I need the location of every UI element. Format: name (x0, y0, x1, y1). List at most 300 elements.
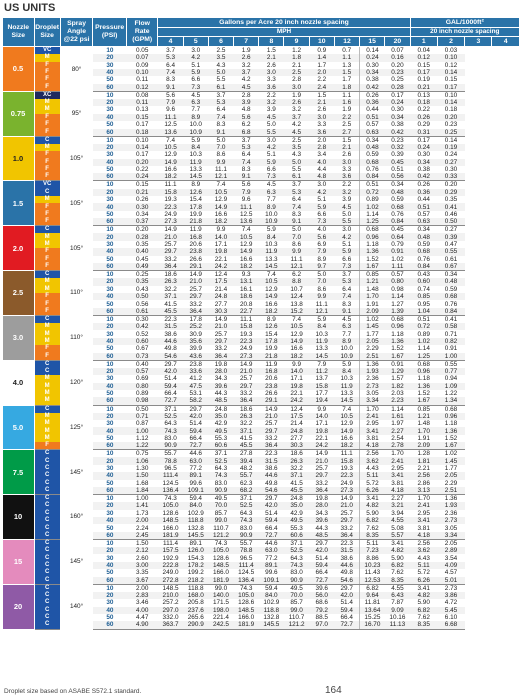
gpa-cell: 77.2 (259, 554, 284, 561)
gal1000-cell: 1.67 (360, 263, 385, 271)
gpa-cell: 5.5 (334, 218, 359, 226)
gal1000-cell: 1.91 (410, 435, 437, 442)
gpa-cell: 38.6 (158, 330, 183, 337)
gpa-cell: 2.6 (259, 62, 284, 69)
gal1000-cell: 11.43 (360, 569, 385, 576)
gpa-cell: 14.9 (183, 271, 208, 279)
gpa-cell: 21.0 (158, 233, 183, 240)
gal1000-cell: 7.62 (410, 614, 437, 621)
droplet-size-cell: M (34, 420, 60, 427)
gpa-cell: 7.4 (158, 69, 183, 76)
spray-angle-cell: 110° (60, 271, 93, 316)
droplet-size-cell: M (34, 435, 60, 442)
gpa-cell: 96.5 (234, 554, 259, 561)
gpa-cell: 181.9 (208, 577, 233, 585)
gal1000-cell: 0.44 (410, 196, 437, 203)
gal1000-cell: 0.68 (410, 248, 437, 255)
gpa-cell: 363.7 (158, 621, 183, 629)
table-row (3, 181, 520, 189)
gpa-cell: 3.0 (259, 69, 284, 76)
gal1000-cell: 0.20 (437, 181, 464, 189)
gpa-cell: 19.9 (183, 211, 208, 218)
gpa-cell: 19.4 (309, 397, 334, 405)
gpa-cell: 4.5 (334, 203, 359, 210)
spray-angle-cell: 145° (60, 539, 93, 584)
gpa-cell: 14.9 (259, 293, 284, 300)
gpa-cell: 181.9 (234, 621, 259, 629)
gal1000-cell: 2.56 (360, 450, 385, 458)
gal1000-cell: 0.26 (410, 114, 437, 121)
gpa-cell: 6.6 (309, 211, 334, 218)
gpa-cell: 7.4 (234, 226, 259, 234)
gal1000-cell: 0.68 (360, 226, 385, 234)
gpa-cell: 63.0 (183, 457, 208, 464)
gpa-cell: 17.8 (259, 338, 284, 345)
gpa-cell: 166.0 (158, 524, 183, 531)
gpa-cell: 74.3 (234, 517, 259, 524)
gal1000-cell: 0.30 (385, 106, 410, 113)
gal1000-cell: 1.77 (437, 465, 464, 472)
gpa-cell: 2.2 (259, 91, 284, 99)
gpa-cell: 21.8 (183, 218, 208, 226)
gpa-cell: 11.9 (259, 248, 284, 255)
droplet-size-cell: C (34, 621, 60, 629)
gal1000-cell: 0.42 (360, 84, 385, 92)
gal1000-cell: 2.51 (360, 353, 385, 361)
gpa-cell: 10.0 (334, 345, 359, 352)
flow-rate-cell: 0.73 (126, 353, 158, 361)
gpa-cell: 6.9 (309, 241, 334, 248)
gpa-cell: 7.4 (334, 405, 359, 413)
flow-rate-cell: 0.67 (126, 345, 158, 352)
gpa-cell: 9.9 (284, 360, 309, 368)
gal1000-cell: 15.25 (360, 614, 385, 621)
gpa-cell: 37.1 (158, 405, 183, 413)
gpa-cell: 22.3 (234, 338, 259, 345)
gpa-cell: 9.6 (234, 196, 259, 203)
gal1000-cell: 0.59 (437, 286, 464, 293)
gpa-cell: 5.9 (183, 69, 208, 76)
gpa-cell: 24.2 (284, 397, 309, 405)
header-speed-12: 12 (334, 37, 359, 47)
gal1000-cell: 6.82 (410, 607, 437, 614)
gal1000-cell: 2.73 (437, 584, 464, 592)
gpa-cell: 99.6 (183, 480, 208, 487)
gpa-cell: 99.0 (284, 607, 309, 614)
gpa-cell: 16.6 (284, 345, 309, 352)
gpa-cell: 9.9 (208, 159, 233, 166)
gpa-cell: 62.3 (234, 480, 259, 487)
gal1000-cell: 0.15 (410, 62, 437, 69)
gpa-cell: 102.9 (183, 510, 208, 517)
gpa-cell: 2.0 (309, 136, 334, 144)
gal1000-cell: 0.30 (437, 166, 464, 173)
gpa-cell: 49.8 (259, 480, 284, 487)
gal1000-cell: 13.64 (360, 607, 385, 614)
gpa-cell: 19.3 (234, 330, 259, 337)
gpa-cell: 60.6 (284, 532, 309, 540)
gpa-cell: 6.1 (208, 84, 233, 92)
gpa-cell: 118.8 (183, 584, 208, 592)
droplet-size-cell: C (34, 577, 60, 585)
gal1000-cell: 0.51 (360, 114, 385, 121)
table-row (3, 315, 520, 323)
flow-rate-cell: 1.22 (126, 442, 158, 450)
gpa-cell: 8.9 (183, 114, 208, 121)
droplet-size-cell: C (34, 539, 60, 547)
gpa-cell: 29.7 (259, 495, 284, 503)
pressure-cell: 10 (93, 450, 127, 458)
droplet-size-cell: XC (34, 91, 60, 99)
gpa-cell: 64.3 (208, 465, 233, 472)
gpa-cell: 2.8 (284, 76, 309, 83)
pressure-cell: 60 (93, 353, 127, 361)
gpa-cell: 7.3 (309, 218, 334, 226)
gpa-cell: 9.1 (208, 129, 233, 137)
gpa-cell: 22.3 (158, 203, 183, 210)
gpa-cell: 105.0 (208, 547, 233, 554)
gpa-cell: 111.4 (158, 539, 183, 547)
table-row (3, 405, 520, 413)
gal1000-cell: 0.72 (360, 189, 385, 196)
gpa-cell: 3.3 (309, 121, 334, 128)
flow-rate-cell: 0.57 (126, 368, 158, 375)
gpa-cell: 157.5 (158, 547, 183, 554)
flow-rate-cell: 0.07 (126, 54, 158, 61)
gal1000-cell: 7.62 (360, 524, 385, 531)
gpa-cell: 27.3 (158, 218, 183, 226)
gpa-cell: 1.1 (334, 54, 359, 61)
header-speed-10: 10 (309, 37, 334, 47)
pressure-cell: 50 (93, 569, 127, 576)
gpa-cell: 4.5 (334, 315, 359, 323)
gpa-cell: 5.3 (334, 278, 359, 285)
gpa-cell: 4.2 (309, 189, 334, 196)
gpa-cell: 22.1 (309, 435, 334, 442)
gal1000-cell: 0.13 (410, 91, 437, 99)
gpa-cell: 8.3 (234, 166, 259, 173)
gal1000-cell: 1.18 (360, 241, 385, 248)
gal1000-cell: 0.20 (437, 114, 464, 121)
droplet-size-cell: C (34, 480, 60, 487)
gpa-cell: 9.9 (309, 293, 334, 300)
gpa-cell: 3.0 (309, 114, 334, 121)
gpa-cell: 5.0 (334, 211, 359, 218)
flow-rate-cell: 0.13 (126, 106, 158, 113)
spray-angle-cell: 140° (60, 584, 93, 629)
gal1000-cell: 0.14 (360, 47, 385, 55)
gpa-cell: 15.2 (284, 308, 309, 316)
gpa-cell: 4.8 (234, 106, 259, 113)
gal1000-cell: 1.70 (410, 427, 437, 434)
gal1000-cell: 3.13 (410, 487, 437, 495)
gpa-cell: 29.1 (259, 397, 284, 405)
gpa-cell: 1.9 (284, 91, 309, 99)
flow-rate-cell: 0.89 (126, 390, 158, 397)
gal1000-cell: 0.44 (360, 106, 385, 113)
gpa-cell: 24.8 (284, 495, 309, 503)
gal1000-cell: 0.68 (385, 203, 410, 210)
pressure-cell: 40 (93, 293, 127, 300)
gpa-cell: 12.9 (158, 151, 183, 158)
gpa-cell: 21.0 (309, 457, 334, 464)
gpa-cell: 265.6 (183, 614, 208, 621)
pressure-cell: 20 (93, 547, 127, 554)
gpa-cell: 19.9 (259, 345, 284, 352)
gpa-cell: 85.7 (284, 599, 309, 606)
pressure-cell: 10 (93, 315, 127, 323)
droplet-size-cell: F (34, 211, 60, 218)
gpa-cell: 49.5 (208, 495, 233, 503)
gal1000-cell: 5.90 (410, 599, 437, 606)
droplet-size-cell: C (34, 226, 60, 234)
droplet-size-cell: M (34, 375, 60, 382)
gpa-cell: 0.7 (334, 47, 359, 55)
flow-rate-cell: 0.42 (126, 323, 158, 330)
gal1000-cell: 0.42 (385, 129, 410, 137)
gpa-cell: 29.7 (208, 338, 233, 345)
pressure-cell: 50 (93, 166, 127, 173)
droplet-size-cell: F (34, 69, 60, 76)
gal1000-cell: 3.21 (385, 502, 410, 509)
gpa-cell: 36.4 (259, 442, 284, 450)
gpa-cell: 7.0 (309, 278, 334, 285)
gpa-cell: 8.4 (334, 368, 359, 375)
spray-angle-cell: 120° (60, 360, 93, 405)
gpa-cell: 45.5 (234, 442, 259, 450)
droplet-size-cell: C (34, 532, 60, 540)
gal1000-cell: 0.23 (437, 121, 464, 128)
gpa-cell: 6.4 (284, 196, 309, 203)
gpa-cell: 4.2 (284, 121, 309, 128)
gpa-cell: 64.3 (158, 420, 183, 427)
gpa-cell: 145.5 (183, 532, 208, 540)
droplet-size-cell: F (34, 159, 60, 166)
gal1000-cell: 4.82 (385, 547, 410, 554)
gpa-cell: 5.3 (284, 189, 309, 196)
gpa-cell: 11.1 (309, 300, 334, 307)
gpa-cell: 29.7 (158, 248, 183, 255)
gpa-cell: 21.4 (284, 420, 309, 427)
gal1000-cell: 2.56 (410, 539, 437, 547)
gpa-cell: 8.6 (284, 241, 309, 248)
gal1000-cell: 0.48 (437, 278, 464, 285)
gpa-cell: 7.7 (334, 330, 359, 337)
gpa-cell: 44.6 (183, 450, 208, 458)
gal1000-cell: 2.36 (360, 375, 385, 382)
gal1000-cell: 0.71 (437, 330, 464, 337)
gpa-cell: 63.0 (259, 547, 284, 554)
gal1000-cell: 0.57 (385, 271, 410, 279)
gal1000-cell: 1.70 (385, 450, 410, 458)
gpa-cell: 31.5 (158, 323, 183, 330)
gpa-cell: 111.4 (158, 472, 183, 479)
gpa-cell: 3.2 (234, 62, 259, 69)
gpa-cell: 110.7 (208, 524, 233, 531)
gpa-cell: 118.8 (259, 607, 284, 614)
pressure-cell: 20 (93, 99, 127, 106)
gal1000-cell: 7.23 (360, 547, 385, 554)
gpa-cell: 33.2 (334, 524, 359, 531)
gpa-cell: 14.5 (334, 397, 359, 405)
nozzle-chart-table (2, 17, 520, 630)
gal1000-cell: 0.17 (410, 136, 437, 144)
gal1000-cell: 5.72 (360, 480, 385, 487)
flow-rate-cell: 1.68 (126, 480, 158, 487)
gpa-cell: 105.0 (234, 592, 259, 599)
flow-rate-cell: 0.10 (126, 69, 158, 76)
gpa-cell: 29.7 (309, 539, 334, 547)
gal1000-cell: 0.51 (410, 315, 437, 323)
gal1000-cell: 0.24 (360, 54, 385, 61)
gpa-cell: 2.0 (309, 69, 334, 76)
gal1000-cell: 5.90 (360, 510, 385, 517)
gal1000-cell: 1.48 (410, 420, 437, 427)
gpa-cell: 181.9 (158, 532, 183, 540)
gal1000-cell: 0.10 (437, 91, 464, 99)
gal1000-cell: 0.18 (410, 99, 437, 106)
gpa-cell: 19.8 (284, 383, 309, 390)
gpa-cell: 102.9 (259, 599, 284, 606)
gpa-cell: 12.9 (259, 286, 284, 293)
gpa-cell: 24.9 (234, 345, 259, 352)
gal1000-cell: 1.14 (385, 293, 410, 300)
gpa-cell: 19.8 (309, 495, 334, 503)
gpa-cell: 39.6 (208, 383, 233, 390)
gal1000-cell: 5.11 (410, 562, 437, 569)
gal1000-cell: 2.03 (385, 390, 410, 397)
droplet-size-cell: C (34, 450, 60, 458)
gpa-cell: 22.3 (158, 315, 183, 323)
flow-rate-cell: 0.11 (126, 76, 158, 83)
gal1000-cell: 3.41 (385, 472, 410, 479)
nozzle-size-cell: 0.75 (3, 91, 35, 136)
spray-angle-cell: 105° (60, 136, 93, 181)
gal1000-cell: 2.05 (360, 338, 385, 345)
gal1000-cell: 0.72 (410, 323, 437, 330)
gpa-cell: 3.0 (334, 159, 359, 166)
gal1000-cell: 1.00 (437, 353, 464, 361)
gpa-cell: 105.0 (158, 502, 183, 509)
droplet-size-cell: M (34, 330, 60, 337)
gal1000-cell: 9.09 (385, 607, 410, 614)
droplet-size-cell: C (34, 315, 60, 323)
gpa-cell: 66.4 (158, 390, 183, 397)
pressure-cell: 30 (93, 510, 127, 517)
gpa-cell: 33.2 (234, 390, 259, 397)
gpa-cell: 5.9 (183, 136, 208, 144)
gpa-cell: 22.3 (334, 539, 359, 547)
gal1000-cell: 4.72 (437, 599, 464, 606)
gpa-cell: 199.2 (183, 569, 208, 576)
gpa-cell: 12.9 (334, 420, 359, 427)
gpa-cell: 124.5 (234, 569, 259, 576)
gpa-cell: 171.5 (208, 599, 233, 606)
gpa-cell: 36.4 (334, 532, 359, 540)
pressure-cell: 40 (93, 607, 127, 614)
gal1000-cell: 0.57 (410, 211, 437, 218)
flow-rate-cell: 0.43 (126, 286, 158, 293)
gpa-cell: 3.6 (309, 129, 334, 137)
gpa-cell: 8.9 (334, 338, 359, 345)
gpa-cell: 30.3 (284, 442, 309, 450)
gpa-cell: 136.4 (158, 487, 183, 495)
gpa-cell: 16.6 (234, 256, 259, 263)
gpa-cell: 237.6 (183, 607, 208, 614)
gal1000-cell: 4.57 (437, 569, 464, 576)
header-flow-rate: Flow Rate (GPM) (126, 18, 158, 47)
gpa-cell: 38.6 (334, 554, 359, 561)
gal1000-cell: 1.36 (437, 427, 464, 434)
spray-angle-cell: 80° (60, 47, 93, 92)
spray-angle-cell: 105° (60, 226, 93, 271)
gal1000-cell: 16.70 (360, 621, 385, 629)
pressure-cell: 30 (93, 599, 127, 606)
gpa-cell: 145.5 (259, 621, 284, 629)
gpa-cell: 14.9 (234, 360, 259, 368)
gal1000-cell: 1.77 (360, 330, 385, 337)
gpa-cell: 42.0 (334, 592, 359, 599)
header-gal-col-1: 1 (410, 37, 437, 47)
gpa-cell: 42.9 (284, 510, 309, 517)
gpa-cell: 16.6 (208, 211, 233, 218)
nozzle-size-cell: 1.0 (3, 136, 35, 181)
gal1000-cell: 3.94 (385, 510, 410, 517)
pressure-cell: 10 (93, 360, 127, 368)
pressure-cell: 10 (93, 181, 127, 189)
gpa-cell: 35.0 (208, 413, 233, 420)
pressure-cell: 60 (93, 442, 127, 450)
gal1000-cell: 2.05 (437, 472, 464, 479)
gpa-cell: 7.3 (334, 263, 359, 271)
droplet-size-cell: C (34, 360, 60, 368)
gpa-cell: 89.1 (183, 539, 208, 547)
pressure-cell: 30 (93, 106, 127, 113)
gpa-cell: 12.9 (208, 196, 233, 203)
nozzle-table-wrapper (2, 17, 520, 630)
gpa-cell: 6.4 (234, 151, 259, 158)
gal1000-cell: 1.52 (360, 256, 385, 263)
gpa-cell: 59.4 (183, 427, 208, 434)
gal1000-cell: 0.89 (360, 196, 385, 203)
gpa-cell: 4.0 (309, 159, 334, 166)
gal1000-cell: 9.64 (360, 592, 385, 599)
gal1000-cell: 1.91 (360, 300, 385, 307)
gpa-cell: 25.7 (259, 420, 284, 427)
gpa-cell: 5.0 (259, 121, 284, 128)
gal1000-cell: 0.34 (410, 159, 437, 166)
flow-rate-cell: 4.00 (126, 607, 158, 614)
gpa-cell: 5.9 (309, 315, 334, 323)
gpa-cell: 23.8 (259, 383, 284, 390)
gpa-cell: 2.6 (234, 54, 259, 61)
header-speed-6: 6 (208, 37, 233, 47)
gpa-cell: 1.5 (259, 47, 284, 55)
flow-rate-cell: 3.35 (126, 569, 158, 576)
gpa-cell: 55.7 (158, 450, 183, 458)
gpa-cell: 2.5 (334, 121, 359, 128)
gpa-cell: 58.2 (183, 397, 208, 405)
gal1000-cell: 0.55 (437, 248, 464, 255)
pressure-cell: 10 (93, 226, 127, 234)
gpa-cell: 3.6 (334, 173, 359, 181)
gpa-cell: 10.5 (208, 189, 233, 196)
table-row (3, 495, 520, 503)
gal1000-cell: 0.18 (437, 106, 464, 113)
gpa-cell: 126.0 (183, 547, 208, 554)
gpa-cell: 5.6 (309, 233, 334, 240)
gpa-cell: 72.7 (334, 621, 359, 629)
